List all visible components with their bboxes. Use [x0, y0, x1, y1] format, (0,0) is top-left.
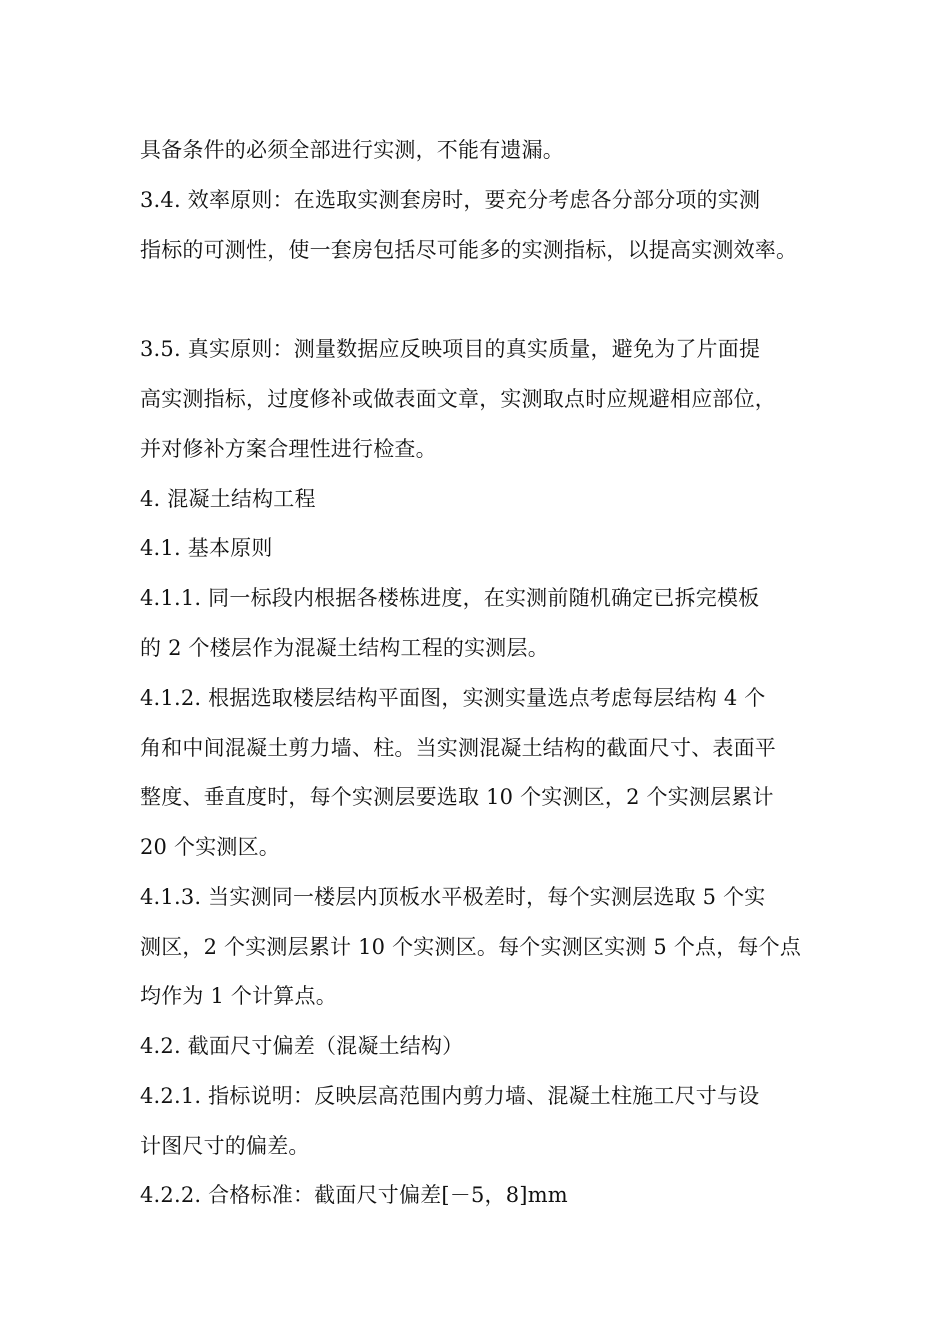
text-line-21: 4.2.2. 合格标准：截面尺寸偏差[－5，8]mm: [140, 1183, 568, 1207]
text-line-14: 20 个实测区。: [140, 835, 280, 859]
text-line-9: 4.1.1. 同一标段内根据各楼栋进度，在实测前随机确定已拆完模板: [140, 586, 760, 610]
text-line-10: 的 2 个楼层作为混凝土结构工程的实测层。: [140, 636, 549, 660]
text-line-1: 具备条件的必须全部进行实测，不能有遗漏。: [140, 138, 564, 162]
text-line-11: 4.1.2. 根据选取楼层结构平面图，实测实量选点考虑每层结构 4 个: [140, 686, 766, 710]
text-line-3: 指标的可测性，使一套房包括尽可能多的实测指标，以提高实测效率。: [140, 238, 798, 262]
text-line-20: 计图尺寸的偏差。: [140, 1134, 310, 1158]
text-line-13: 整度、垂直度时，每个实测层要选取 10 个实测区，2 个实测层累计: [140, 785, 774, 809]
text-line-2: 3.4. 效率原则：在选取实测套房时，要充分考虑各分部分项的实测: [140, 188, 761, 212]
text-line-16: 测区，2 个实测层累计 10 个实测区。每个实测区实测 5 个点，每个点: [140, 935, 802, 959]
section-heading-4-2: 4.2. 截面尺寸偏差（混凝土结构）: [140, 1034, 464, 1058]
text-line-12: 角和中间混凝土剪力墙、柱。当实测混凝土结构的截面尺寸、表面平: [140, 736, 776, 760]
text-line-6: 并对修补方案合理性进行检查。: [140, 437, 437, 461]
section-heading-4-1: 4.1. 基本原则: [140, 536, 273, 560]
text-line-5: 高实测指标，过度修补或做表面文章，实测取点时应规避相应部位，: [140, 387, 776, 411]
text-line-4: 3.5. 真实原则：测量数据应反映项目的真实质量，避免为了片面提: [140, 337, 761, 361]
text-line-15: 4.1.3. 当实测同一楼层内顶板水平极差时，每个实测层选取 5 个实: [140, 885, 766, 909]
text-line-17: 均作为 1 个计算点。: [140, 984, 337, 1008]
text-line-19: 4.2.1. 指标说明：反映层高范围内剪力墙、混凝土柱施工尺寸与设: [140, 1084, 760, 1108]
section-heading-4: 4. 混凝土结构工程: [140, 487, 316, 511]
